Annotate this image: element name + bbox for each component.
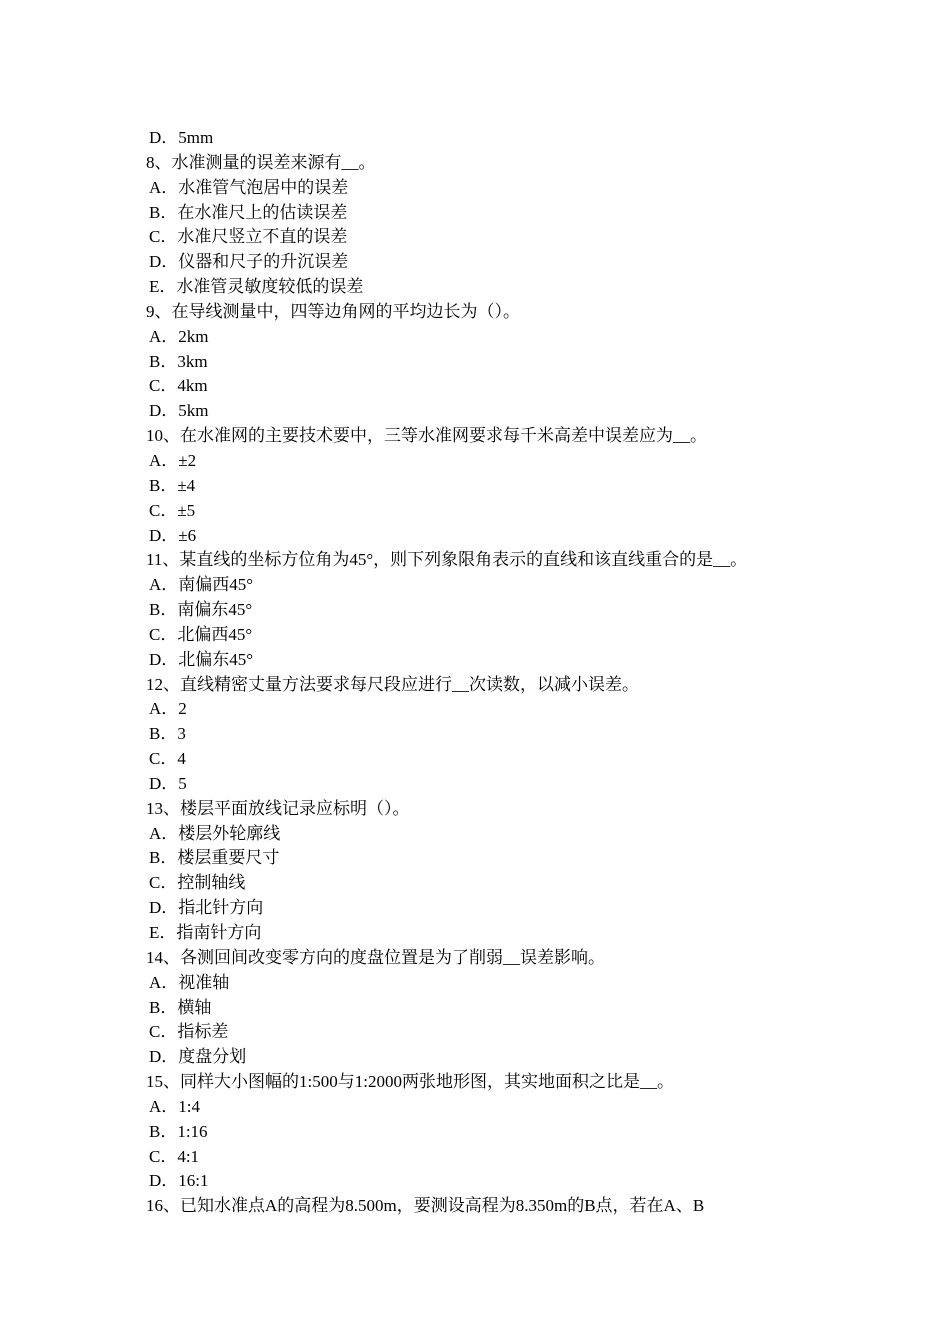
question-stem: 9、在导线测量中，四等边角网的平均边长为（）。 <box>146 301 520 321</box>
answer-option: A．2 <box>149 699 187 719</box>
question-stem: 10、在水准网的主要技术要中，三等水准网要求每千米高差中误差应为__。 <box>146 426 707 446</box>
answer-option: C．水准尺竖立不直的误差 <box>149 227 348 247</box>
answer-option: D．5mm <box>149 128 214 147</box>
answer-option: C．指标差 <box>149 1022 229 1042</box>
answer-option: D．北偏东45° <box>149 649 254 669</box>
answer-option: E．水准管灵敏度较低的误差 <box>149 277 364 297</box>
answer-option: B．3km <box>149 351 208 371</box>
answer-option: A．2km <box>149 326 209 346</box>
answer-option: C．4km <box>149 376 208 396</box>
question-stem: 13、楼层平面放线记录应标明（）。 <box>146 798 410 818</box>
answer-option: A．±2 <box>149 450 197 470</box>
answer-option: D．5km <box>149 401 209 421</box>
question-stem: 16、已知水准点A的高程为8.500m，要测设高程为8.350m的B点，若在A、B <box>146 1196 705 1216</box>
answer-option: D．仪器和尺子的升沉误差 <box>149 252 349 272</box>
answer-option: A．1:4 <box>149 1096 200 1116</box>
answer-option: A．楼层外轮廓线 <box>149 823 281 843</box>
answer-option: B．楼层重要尺寸 <box>149 848 280 868</box>
answer-option: B．南偏东45° <box>149 600 253 620</box>
answer-option: B．横轴 <box>149 997 212 1017</box>
answer-option: D．16:1 <box>149 1171 209 1191</box>
answer-option: A．水准管气泡居中的误差 <box>149 177 349 197</box>
answer-option: A．视准轴 <box>149 972 230 992</box>
answer-option: B．在水准尺上的估读误差 <box>149 202 348 222</box>
answer-option: C．4:1 <box>149 1146 200 1166</box>
answer-option: D．指北针方向 <box>149 898 264 918</box>
answer-option: D．度盘分划 <box>149 1047 247 1067</box>
answer-option: D．±6 <box>149 525 197 545</box>
question-stem: 11、某直线的坐标方位角为45°，则下列象限角表示的直线和该直线重合的是__。 <box>146 550 748 570</box>
answer-option: C．控制轴线 <box>149 873 246 893</box>
answer-option: C．±5 <box>149 500 196 520</box>
answer-option: D．5 <box>149 773 187 793</box>
question-list <box>146 126 846 1219</box>
answer-option: B．1:16 <box>149 1121 208 1141</box>
answer-option: C．4 <box>149 749 186 769</box>
answer-option: B．±4 <box>149 475 196 495</box>
answer-option: E．指南针方向 <box>149 923 262 942</box>
question-stem: 12、直线精密丈量方法要求每尺段应进行__次读数，以减小误差。 <box>146 674 639 694</box>
answer-option: C．北偏西45° <box>149 624 253 644</box>
question-stem: 15、同样大小图幅的1:500与1:2000两张地形图，其实地面积之比是__。 <box>146 1072 674 1092</box>
answer-option: B．3 <box>149 724 186 744</box>
answer-option: A．南偏西45° <box>149 575 254 595</box>
question-stem: 8、水准测量的误差来源有__。 <box>146 152 376 172</box>
question-stem: 14、各测回间改变零方向的度盘位置是为了削弱__误差影响。 <box>146 947 605 967</box>
